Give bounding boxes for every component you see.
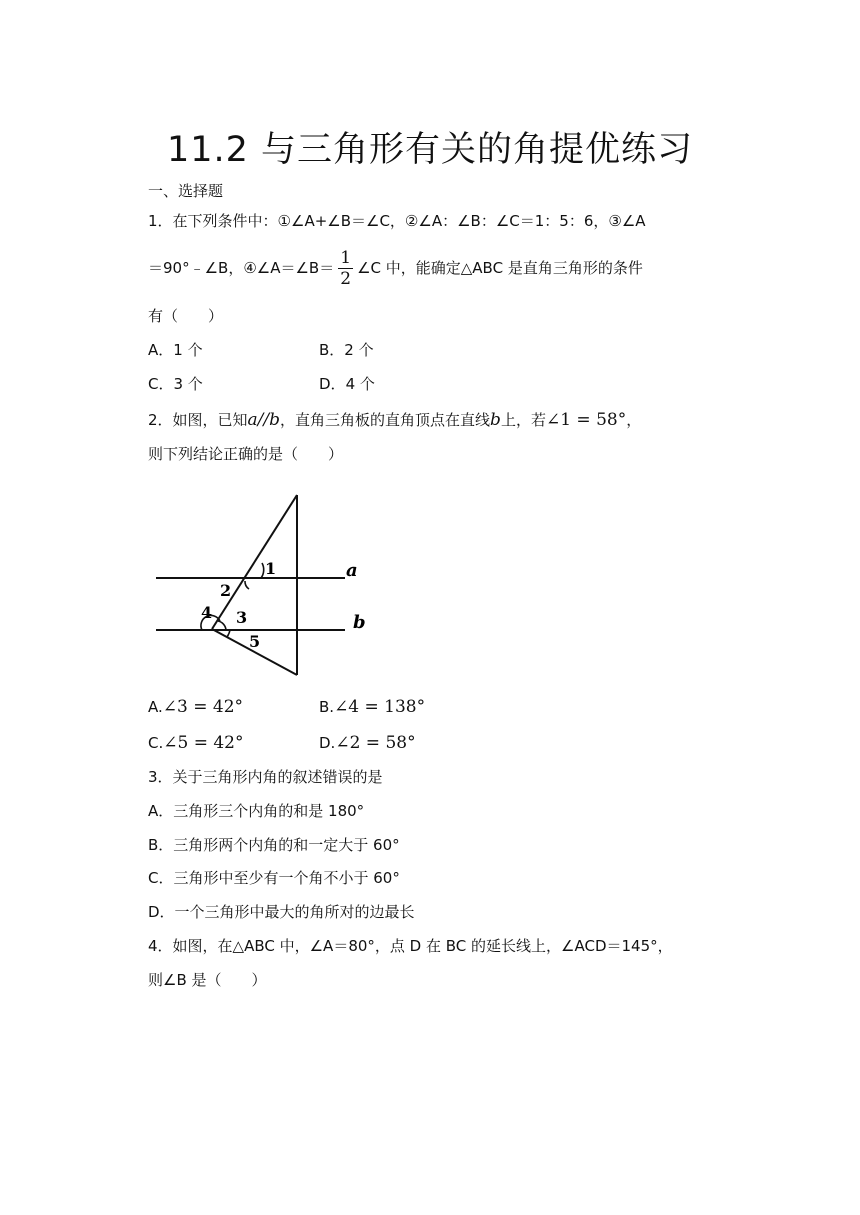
option-expr: ∠2 = 58° (335, 733, 416, 753)
option-expr: ∠3 = 42° (162, 697, 244, 717)
q2-pre: 2．如图，已知 (148, 411, 248, 429)
angle-arc-1 (261, 563, 264, 578)
option-letter: A． (148, 341, 174, 359)
q1-option-b (319, 340, 374, 360)
figure-label-a: a (346, 560, 358, 581)
q3-stem: 3．关于三角形内角的叙述错误的是 (148, 768, 383, 786)
q1-option-c (148, 374, 203, 394)
option-text: 4 个 (345, 375, 375, 393)
option-letter: D. (319, 734, 336, 752)
q2-option-b (319, 697, 425, 717)
q3-option-c: C．三角形中至少有一个角不小于 60° (148, 869, 400, 887)
angle-arc-5 (227, 630, 230, 637)
q2-line2: 则下列结论正确的是（ ） (148, 445, 344, 463)
option-letter: C． (148, 375, 174, 393)
q1-line2-pre: ＝90°﹣∠B，④∠A＝∠B＝ (148, 259, 335, 277)
figure-label-1: 1 (265, 559, 277, 578)
option-text: 1 个 (173, 341, 203, 359)
figure-label-4: 4 (201, 603, 213, 622)
figure-label-5: 5 (249, 632, 261, 651)
option-text: 3 个 (173, 375, 203, 393)
angle-arc-2 (245, 581, 249, 589)
fraction-denominator: 2 (340, 269, 352, 289)
q2-option-d (319, 733, 416, 753)
q1-line2 (148, 248, 643, 289)
q2-figure (150, 485, 390, 685)
figure-label-b: b (353, 612, 366, 633)
q1-option-d (319, 374, 375, 394)
q3-option-b: B．三角形两个内角的和一定大于 60° (148, 836, 400, 854)
figure-label-2: 2 (220, 581, 232, 600)
option-letter: C. (148, 734, 164, 752)
q2-angle-expr: ∠1 = 58° (545, 410, 627, 430)
figure-label-3: 3 (236, 608, 248, 627)
q2-parallel-expr: a//b (247, 410, 281, 430)
q2-mid: ，直角三角板的直角顶点在直线 (280, 411, 491, 429)
q4-line2: 则∠B 是（ ） (148, 971, 267, 989)
option-letter: A. (148, 698, 163, 716)
angle-arc-3 (218, 621, 226, 630)
section-heading: 一、选择题 (148, 182, 224, 200)
q1-option-a (148, 340, 203, 360)
q3-option-a: A．三角形三个内角的和是 180° (148, 802, 365, 820)
q1-line2-post: ∠C 中，能确定△ABC 是直角三角形的条件 (357, 259, 643, 277)
q2-option-c (148, 733, 244, 753)
option-letter: B. (319, 698, 335, 716)
q2-post: ， (626, 411, 642, 429)
q2-option-a (148, 697, 243, 717)
page-title: 11.2 与三角形有关的角提优练习 (166, 130, 694, 170)
q3-option-d: D．一个三角形中最大的角所对的边最长 (148, 903, 415, 921)
option-letter: D． (319, 375, 346, 393)
q4-line1: 4．如图，在△ABC 中，∠A＝80°，点 D 在 BC 的延长线上，∠ACD＝145°， (148, 937, 673, 955)
triangle-hypotenuse (212, 495, 297, 629)
q1-line1: 1．在下列条件中：①∠A+∠B＝∠C，②∠A：∠B：∠C＝1：5：6，③∠A (148, 212, 646, 230)
fraction-one-half (338, 248, 353, 289)
option-expr: ∠5 = 42° (163, 733, 244, 753)
option-text: 2 个 (344, 341, 374, 359)
q1-line3: 有（ ） (148, 307, 224, 325)
fraction-numerator: 1 (340, 248, 352, 268)
q2-mid2: 上，若 (500, 411, 546, 429)
q2-var-b: b (490, 410, 501, 430)
option-letter: B． (319, 341, 345, 359)
option-expr: ∠4 = 138° (334, 697, 426, 717)
q2-line1 (148, 410, 641, 430)
